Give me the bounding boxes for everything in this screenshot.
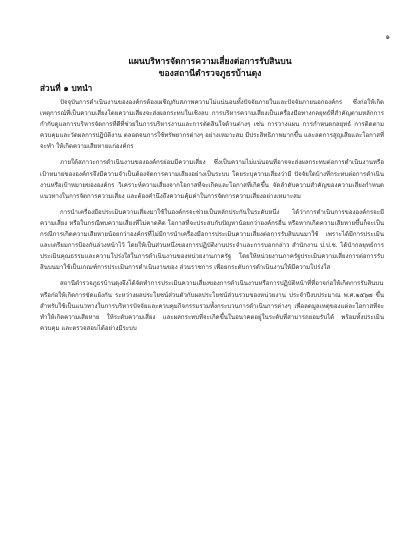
- document-subtitle: ของสถานีตำรวจภูธรบ้านดุง: [158, 69, 262, 79]
- page-number: ๑: [385, 33, 390, 41]
- section-heading: ส่วนที่ ๑ บทนำ: [40, 83, 93, 93]
- body-text: [40, 97, 384, 339]
- paragraph-3: การนำเครื่องมือประเมินความเสี่ยงมาใช้ในองค์กรจะช่วยเป็นหลักประกันในระดับหนึ่ง ได้ว่าการดำเนินการขององค์กรจะมีความเสี่ยง หรือในกรณีพบความเสี่ยงที่ไม่คาดคิด โอกาสที่จะประสบกับปัญหาน้อยกว่าองค์กรอื่น หรือหากเกิดความเสียหายขึ้นก็จะเป็นกรณีการเกิดความเสียหายน้อยกว่าองค์กรที่ไม่มีการนำเครื่องมือการประเมินความเสี่ยงต่อการรับสินบนมาใช้ เพราะได้มีการประเมินและเตรียมการป้องกันล่วงหน้าไว้ โดยให้เป็นส่วนหนึ่งของการปฏิบัติงานประจำและการบอกกล่าว สำนักงาน ป.ป.ช. ได้นำกลยุทธ์การประเมินคุณธรรมและความโปร่งใสในการดำเนินงานของหน่วยงานภาครัฐ โดยให้หน่วยงานภาครัฐประเมินความเสี่ยงการต่อการรับสินบนมาใช้เป็นเกณฑ์การประเมินการดำเนินงานของ ส่วนราชการ เพื่อยกระดับการดำเนินงานให้มีความโปร่งใส: [40, 208, 384, 272]
- paragraph-1: ปัจจุบันการดำเนินงานขององค์กรต้องเผชิญกับสภาพความไม่แน่นอนทั้งปัจจัยภายในและปัจจัยภายนอกองค์กร ซึ่งก่อให้เกิดเหตุการณ์ที่เป็นความเสี่ยงโดยความเสี่ยงจะส่งผลกระทบในเชิงลบ การบริหารความเสี่ยงเป็นเครื่องมือทางกลยุทธ์ที่สำคัญตามหลักการกำกับดูแลการบริหารจัดการที่ดีที่ช่วยในการบริหารงานและการตัดสินใจด้านต่างๆ เช่น การวางแผน การกำหนดกลยุทธ์ การติดตามควบคุมและวัดผลการปฏิบัติงาน ตลอดจนการใช้ทรัพยากรต่างๆ อย่างเหมาะสม มีประสิทธิภาพมากขึ้น และลดการสูญเสียและโอกาสที่จะทำ ให้เกิดความเสียหายแก่องค์กร: [40, 99, 384, 151]
- paragraph-4: สถานีตำรวจภูธรบ้านดุงจึงได้จัดทำการประเมินความเสี่ยงของการดำเนินงานหรือการปฏิบัติหน้าที่ที่อาจก่อให้เกิดการรับสินบนหรือก่อให้เกิดการขัดแย้งกัน ระหว่างผลประโยชน์ส่วนตัวกับผลประโยชน์ส่วนรวมของหน่วยงาน ประจำปีงบประมาณ พ.ศ.๒๕๖๗ ขึ้น สำหรับใช้เป็นแนวทางในการบริหารปัจจัยและควบคุมกิจกรรมรวมทั้งกระบวนการดำเนินการต่างๆ เพื่อลดมูลเหตุของแต่ละโอกาสที่จะทำให้เกิดความเสียหาย ให้ระดับความเสี่ยง และผลกระทบที่จะเกิดขึ้นในอนาคตอยู่ในระดับที่สามารถยอมรับได้ พร้อมทั้งประเมินควบคุม และตรวจสอบได้อย่างมีระบบ: [40, 280, 384, 332]
- document-title: แผนบริหารจัดการความเสี่ยงต่อการรับสินบน: [128, 57, 292, 67]
- paragraph-2: ภายใต้สภาวะการดำเนินงานขององค์กรย่อมมีความเสี่ยง ซึ่งเป็นความไม่แน่นอนที่อาจจะส่งผลกระทบต่อการดำเนินงานหรือเป้าหมายขององค์กรจึงมีความจำเป็นต้องจัดการความเสี่ยงอย่างเป็นระบบ โดยระบุความเสี่ยงว่ามี ปัจจัยใดบ้างที่กระทบต่อการดำเนินงานหรือเป้าหมายขององค์กร วิเคราะห์ความเสี่ยงจากโอกาสที่จะเกิดและโอกาสที่เกิดขึ้น จัดลำดับความสำคัญของความเสี่ยงกำหนดแนวทางในการจัดการความเสี่ยง และต้องคำนึงถึงความคุ้มค่าในการจัดการความเสี่ยงอย่างเหมาะสม: [40, 159, 384, 200]
